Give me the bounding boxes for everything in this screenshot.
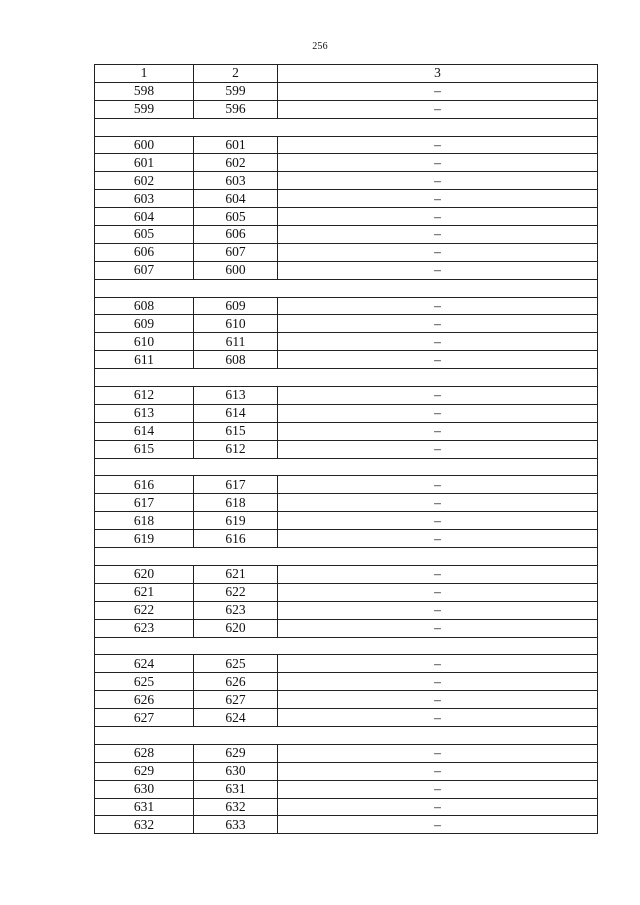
- column-header-1: 1: [95, 65, 194, 83]
- table-cell-col-1: 626: [95, 691, 194, 709]
- table-cell-col-2: 627: [194, 691, 278, 709]
- table-cell-col-1: 631: [95, 798, 194, 816]
- table-row: [95, 798, 598, 816]
- table-row: [95, 673, 598, 691]
- table-cell-col-3: –: [278, 333, 598, 351]
- table-row: [95, 261, 598, 279]
- table-cell-col-2: 612: [194, 440, 278, 458]
- table-cell-col-3: –: [278, 619, 598, 637]
- table-cell-col-1: 622: [95, 601, 194, 619]
- table-cell-col-3: –: [278, 673, 598, 691]
- table-row: [95, 154, 598, 172]
- table-cell-col-1: 630: [95, 780, 194, 798]
- table-cell-col-2: 624: [194, 709, 278, 727]
- table-row: [95, 190, 598, 208]
- table-cell-col-3: –: [278, 780, 598, 798]
- table-cell-col-2: 608: [194, 351, 278, 369]
- table-cell-col-3: –: [278, 261, 598, 279]
- table-cell-col-1: 605: [95, 226, 194, 244]
- table-cell-col-3: –: [278, 297, 598, 315]
- table-cell-col-2: 618: [194, 494, 278, 512]
- table-cell-col-1: 627: [95, 709, 194, 727]
- table-cell-col-2: 603: [194, 172, 278, 190]
- data-table: [94, 64, 598, 834]
- group-separator-row: [95, 637, 598, 655]
- group-separator-cell: [95, 118, 598, 136]
- table-cell-col-2: 610: [194, 315, 278, 333]
- table-cell-col-2: 625: [194, 655, 278, 673]
- table-row: [95, 691, 598, 709]
- table-cell-col-1: 599: [95, 100, 194, 118]
- table-row: [95, 583, 598, 601]
- column-header-3: 3: [278, 65, 598, 83]
- table-cell-col-2: 611: [194, 333, 278, 351]
- table-cell-col-3: –: [278, 709, 598, 727]
- table-row: [95, 404, 598, 422]
- table-cell-col-2: 622: [194, 583, 278, 601]
- group-separator-cell: [95, 279, 598, 297]
- table-cell-col-2: 629: [194, 744, 278, 762]
- table-cell-col-2: 620: [194, 619, 278, 637]
- table-cell-col-3: –: [278, 530, 598, 548]
- table-cell-col-3: –: [278, 208, 598, 226]
- table-cell-col-3: –: [278, 404, 598, 422]
- table-cell-col-3: –: [278, 583, 598, 601]
- table-cell-col-3: –: [278, 691, 598, 709]
- table-cell-col-3: –: [278, 190, 598, 208]
- table-cell-col-2: 623: [194, 601, 278, 619]
- table-row: [95, 387, 598, 405]
- table-cell-col-1: 600: [95, 136, 194, 154]
- table-cell-col-3: –: [278, 154, 598, 172]
- table-row: [95, 655, 598, 673]
- table-cell-col-1: 618: [95, 512, 194, 530]
- table-cell-col-3: –: [278, 816, 598, 834]
- table-cell-col-2: 630: [194, 762, 278, 780]
- table-cell-col-2: 601: [194, 136, 278, 154]
- table-cell-col-3: –: [278, 655, 598, 673]
- table-row: [95, 476, 598, 494]
- table-cell-col-2: 609: [194, 297, 278, 315]
- table-row: [95, 619, 598, 637]
- table-cell-col-1: 598: [95, 82, 194, 100]
- table-cell-col-3: –: [278, 744, 598, 762]
- table-cell-col-1: 617: [95, 494, 194, 512]
- table-cell-col-2: 607: [194, 243, 278, 261]
- table-cell-col-2: 616: [194, 530, 278, 548]
- table-row: [95, 333, 598, 351]
- table-cell-col-1: 609: [95, 315, 194, 333]
- table-row: [95, 297, 598, 315]
- table-cell-col-1: 625: [95, 673, 194, 691]
- table-cell-col-2: 619: [194, 512, 278, 530]
- table-cell-col-1: 607: [95, 261, 194, 279]
- table-cell-col-1: 621: [95, 583, 194, 601]
- table-row: [95, 709, 598, 727]
- table-row: [95, 601, 598, 619]
- page-number: 256: [312, 41, 328, 52]
- table-cell-col-1: 615: [95, 440, 194, 458]
- table-cell-col-1: 608: [95, 297, 194, 315]
- table-cell-col-1: 624: [95, 655, 194, 673]
- table-cell-col-1: 614: [95, 422, 194, 440]
- table-cell-col-3: –: [278, 476, 598, 494]
- table-row: [95, 208, 598, 226]
- table-cell-col-3: –: [278, 387, 598, 405]
- table-row: [95, 762, 598, 780]
- group-separator-cell: [95, 548, 598, 566]
- table-cell-col-1: 632: [95, 816, 194, 834]
- table-cell-col-2: 600: [194, 261, 278, 279]
- table-cell-col-2: 599: [194, 82, 278, 100]
- table-cell-col-3: –: [278, 512, 598, 530]
- table-cell-col-2: 614: [194, 404, 278, 422]
- table-cell-col-2: 621: [194, 565, 278, 583]
- table-cell-col-2: 626: [194, 673, 278, 691]
- table-cell-col-1: 612: [95, 387, 194, 405]
- table-row: [95, 226, 598, 244]
- table-cell-col-1: 619: [95, 530, 194, 548]
- table-cell-col-3: –: [278, 422, 598, 440]
- table-cell-col-1: 613: [95, 404, 194, 422]
- table-cell-col-3: –: [278, 226, 598, 244]
- table-cell-col-2: 613: [194, 387, 278, 405]
- table-row: [95, 744, 598, 762]
- table-body: [95, 82, 598, 833]
- table-row: [95, 494, 598, 512]
- table-cell-col-3: –: [278, 172, 598, 190]
- table-cell-col-3: –: [278, 315, 598, 333]
- table-cell-col-1: 602: [95, 172, 194, 190]
- table-cell-col-2: 615: [194, 422, 278, 440]
- table-cell-col-3: –: [278, 136, 598, 154]
- table-cell-col-3: –: [278, 440, 598, 458]
- table-row: [95, 780, 598, 798]
- table-cell-col-3: –: [278, 243, 598, 261]
- group-separator-row: [95, 369, 598, 387]
- table-row: [95, 315, 598, 333]
- table-row: [95, 816, 598, 834]
- table-row: [95, 565, 598, 583]
- table-cell-col-1: 629: [95, 762, 194, 780]
- table-cell-col-2: 596: [194, 100, 278, 118]
- table-cell-col-3: –: [278, 494, 598, 512]
- table-cell-col-2: 617: [194, 476, 278, 494]
- table-cell-col-1: 620: [95, 565, 194, 583]
- group-separator-row: [95, 118, 598, 136]
- table-cell-col-1: 628: [95, 744, 194, 762]
- group-separator-row: [95, 548, 598, 566]
- table-cell-col-1: 606: [95, 243, 194, 261]
- table-row: [95, 512, 598, 530]
- table-cell-col-2: 632: [194, 798, 278, 816]
- table-row: [95, 82, 598, 100]
- group-separator-cell: [95, 369, 598, 387]
- group-separator-row: [95, 279, 598, 297]
- table-header: [95, 65, 598, 83]
- table-cell-col-3: –: [278, 601, 598, 619]
- table-cell-col-3: –: [278, 565, 598, 583]
- table-row: [95, 530, 598, 548]
- table-cell-col-3: –: [278, 762, 598, 780]
- table-cell-col-1: 604: [95, 208, 194, 226]
- table-cell-col-1: 601: [95, 154, 194, 172]
- table-row: [95, 100, 598, 118]
- header-row: [95, 65, 598, 83]
- group-separator-row: [95, 726, 598, 744]
- table-cell-col-1: 610: [95, 333, 194, 351]
- group-separator-cell: [95, 726, 598, 744]
- table-cell-col-2: 602: [194, 154, 278, 172]
- table-cell-col-3: –: [278, 100, 598, 118]
- table-cell-col-2: 631: [194, 780, 278, 798]
- table-cell-col-3: –: [278, 351, 598, 369]
- table-cell-col-1: 623: [95, 619, 194, 637]
- table-cell-col-1: 603: [95, 190, 194, 208]
- table-cell-col-2: 606: [194, 226, 278, 244]
- table-cell-col-3: –: [278, 82, 598, 100]
- table-cell-col-3: –: [278, 798, 598, 816]
- table-cell-col-2: 633: [194, 816, 278, 834]
- table-row: [95, 172, 598, 190]
- table-cell-col-1: 616: [95, 476, 194, 494]
- table-row: [95, 422, 598, 440]
- column-header-2: 2: [194, 65, 278, 83]
- table-cell-col-1: 611: [95, 351, 194, 369]
- table-row: [95, 440, 598, 458]
- table-row: [95, 351, 598, 369]
- table-cell-col-2: 604: [194, 190, 278, 208]
- group-separator-cell: [95, 637, 598, 655]
- group-separator-cell: [95, 458, 598, 476]
- table-cell-col-2: 605: [194, 208, 278, 226]
- group-separator-row: [95, 458, 598, 476]
- table-row: [95, 136, 598, 154]
- table-row: [95, 243, 598, 261]
